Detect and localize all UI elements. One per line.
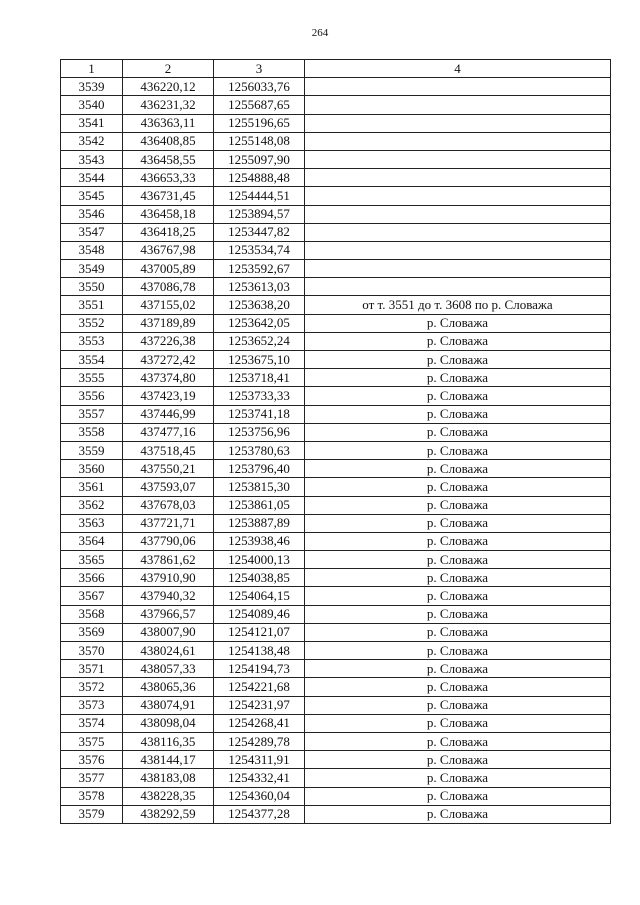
table-cell-col1: 3566 [61, 569, 123, 587]
table-cell-col3: 1254089,46 [214, 605, 305, 623]
table-cell-col3: 1253894,57 [214, 205, 305, 223]
table-cell-col1: 3554 [61, 351, 123, 369]
table-cell-col3: 1255687,65 [214, 96, 305, 114]
table-cell-col3: 1254289,78 [214, 732, 305, 750]
table-cell-col1: 3556 [61, 387, 123, 405]
table-cell-col2: 436731,45 [123, 187, 214, 205]
table-cell-col1: 3577 [61, 769, 123, 787]
table-row [61, 605, 611, 623]
table-cell-col4 [305, 223, 611, 241]
table-cell-col4: р. Словажа [305, 314, 611, 332]
table-row [61, 678, 611, 696]
table-row [61, 296, 611, 314]
table-row [61, 223, 611, 241]
table-cell-col1: 3550 [61, 278, 123, 296]
table-cell-col1: 3543 [61, 150, 123, 168]
table-row [61, 205, 611, 223]
table-cell-col4: р. Словажа [305, 351, 611, 369]
table-cell-col3: 1254064,15 [214, 587, 305, 605]
table-cell-col4: р. Словажа [305, 496, 611, 514]
table-cell-col2: 437721,71 [123, 514, 214, 532]
header-row [61, 60, 611, 78]
table-row [61, 187, 611, 205]
table-cell-col3: 1253938,46 [214, 532, 305, 550]
table-row [61, 441, 611, 459]
table-cell-col3: 1254121,07 [214, 623, 305, 641]
table-cell-col2: 437189,89 [123, 314, 214, 332]
header-cell-2: 2 [123, 60, 214, 78]
table-row [61, 769, 611, 787]
table-cell-col2: 436458,18 [123, 205, 214, 223]
table-cell-col4: р. Словажа [305, 605, 611, 623]
table-cell-col3: 1254268,41 [214, 714, 305, 732]
table-cell-col4 [305, 278, 611, 296]
table-cell-col2: 437966,57 [123, 605, 214, 623]
table-cell-col2: 436458,55 [123, 150, 214, 168]
table-cell-col2: 437861,62 [123, 551, 214, 569]
table-cell-col1: 3561 [61, 478, 123, 496]
table-cell-col3: 1254038,85 [214, 569, 305, 587]
table-cell-col4: р. Словажа [305, 405, 611, 423]
table-cell-col4: р. Словажа [305, 332, 611, 350]
table-cell-col1: 3567 [61, 587, 123, 605]
table-cell-col3: 1255196,65 [214, 114, 305, 132]
table-cell-col1: 3559 [61, 441, 123, 459]
table-cell-col2: 437940,32 [123, 587, 214, 605]
table-cell-col3: 1253652,24 [214, 332, 305, 350]
table-row [61, 423, 611, 441]
table-row [61, 478, 611, 496]
table-cell-col4: р. Словажа [305, 751, 611, 769]
table-cell-col3: 1254444,51 [214, 187, 305, 205]
table-cell-col2: 438116,35 [123, 732, 214, 750]
table-row [61, 260, 611, 278]
table-cell-col4 [305, 78, 611, 96]
table-cell-col4 [305, 169, 611, 187]
table-cell-col4 [305, 241, 611, 259]
table-cell-col4 [305, 132, 611, 150]
table-cell-col2: 438144,17 [123, 751, 214, 769]
table-cell-col1: 3551 [61, 296, 123, 314]
table-cell-col3: 1253741,18 [214, 405, 305, 423]
table-cell-col2: 437423,19 [123, 387, 214, 405]
table-cell-col2: 438074,91 [123, 696, 214, 714]
table-row [61, 114, 611, 132]
table-cell-col1: 3564 [61, 532, 123, 550]
table-cell-col3: 1254332,41 [214, 769, 305, 787]
table-row [61, 387, 611, 405]
table-cell-col1: 3549 [61, 260, 123, 278]
table-cell-col4: р. Словажа [305, 696, 611, 714]
table-cell-col2: 437446,99 [123, 405, 214, 423]
table-cell-col1: 3570 [61, 642, 123, 660]
table-row [61, 314, 611, 332]
table-row [61, 351, 611, 369]
table-cell-col2: 438024,61 [123, 642, 214, 660]
table-cell-col2: 436363,11 [123, 114, 214, 132]
table-row [61, 405, 611, 423]
table-cell-col4 [305, 187, 611, 205]
table-cell-col3: 1254377,28 [214, 805, 305, 823]
table-cell-col1: 3539 [61, 78, 123, 96]
table-cell-col1: 3569 [61, 623, 123, 641]
page-number: 264 [311, 27, 329, 39]
table-cell-col4: р. Словажа [305, 441, 611, 459]
table-cell-col3: 1253861,05 [214, 496, 305, 514]
table-cell-col2: 438228,35 [123, 787, 214, 805]
table-cell-col4: р. Словажа [305, 369, 611, 387]
table-cell-col3: 1255148,08 [214, 132, 305, 150]
table-cell-col3: 1254231,97 [214, 696, 305, 714]
table-cell-col2: 437593,07 [123, 478, 214, 496]
table-cell-col3: 1254194,73 [214, 660, 305, 678]
table-cell-col2: 437790,06 [123, 532, 214, 550]
table-row [61, 278, 611, 296]
table-cell-col3: 1253642,05 [214, 314, 305, 332]
table-cell-col3: 1253534,74 [214, 241, 305, 259]
table-row [61, 787, 611, 805]
table-cell-col1: 3541 [61, 114, 123, 132]
table-row [61, 623, 611, 641]
table-cell-col1: 3579 [61, 805, 123, 823]
table-cell-col4: р. Словажа [305, 678, 611, 696]
table-row [61, 78, 611, 96]
table-cell-col4 [305, 150, 611, 168]
table-cell-col3: 1254000,13 [214, 551, 305, 569]
table-cell-col1: 3540 [61, 96, 123, 114]
table-row [61, 660, 611, 678]
header-cell-4: 4 [305, 60, 611, 78]
table-row [61, 551, 611, 569]
table-cell-col2: 437550,21 [123, 460, 214, 478]
table-cell-col1: 3542 [61, 132, 123, 150]
table-cell-col4: р. Словажа [305, 642, 611, 660]
table-cell-col3: 1253815,30 [214, 478, 305, 496]
coordinates-table [60, 59, 611, 824]
table-cell-col2: 437155,02 [123, 296, 214, 314]
table-cell-col4: р. Словажа [305, 623, 611, 641]
table-cell-col3: 1255097,90 [214, 150, 305, 168]
table-cell-col2: 436418,25 [123, 223, 214, 241]
table-cell-col4: р. Словажа [305, 769, 611, 787]
table-cell-col2: 437374,80 [123, 369, 214, 387]
table-cell-col4: р. Словажа [305, 587, 611, 605]
table-row [61, 96, 611, 114]
table-row [61, 132, 611, 150]
table-cell-col1: 3571 [61, 660, 123, 678]
table-cell-col1: 3563 [61, 514, 123, 532]
table-cell-col2: 437272,42 [123, 351, 214, 369]
table-row [61, 696, 611, 714]
table-cell-col1: 3545 [61, 187, 123, 205]
table-row [61, 569, 611, 587]
table-cell-col2: 437005,89 [123, 260, 214, 278]
header-cell-3: 3 [214, 60, 305, 78]
table-cell-col4: р. Словажа [305, 532, 611, 550]
header-cell-1: 1 [61, 60, 123, 78]
table-cell-col2: 437477,16 [123, 423, 214, 441]
table-cell-col1: 3562 [61, 496, 123, 514]
table-cell-col4: р. Словажа [305, 787, 611, 805]
table-row [61, 241, 611, 259]
table-cell-col2: 437086,78 [123, 278, 214, 296]
table-cell-col1: 3548 [61, 241, 123, 259]
table-cell-col4: р. Словажа [305, 660, 611, 678]
table-cell-col3: 1253613,03 [214, 278, 305, 296]
table-cell-col1: 3553 [61, 332, 123, 350]
table-cell-col1: 3560 [61, 460, 123, 478]
table-cell-col4 [305, 205, 611, 223]
table-cell-col1: 3565 [61, 551, 123, 569]
table-cell-col2: 438292,59 [123, 805, 214, 823]
table-cell-col1: 3578 [61, 787, 123, 805]
table-cell-col3: 1253780,63 [214, 441, 305, 459]
table-row [61, 150, 611, 168]
table-cell-col2: 438065,36 [123, 678, 214, 696]
table-row [61, 714, 611, 732]
table-row [61, 369, 611, 387]
table-cell-col2: 436231,32 [123, 96, 214, 114]
table-row [61, 514, 611, 532]
table-cell-col3: 1253733,33 [214, 387, 305, 405]
table-row [61, 169, 611, 187]
table-cell-col4: от т. 3551 до т. 3608 по р. Словажа [305, 296, 611, 314]
table-cell-col1: 3557 [61, 405, 123, 423]
table-cell-col1: 3558 [61, 423, 123, 441]
table-cell-col4: р. Словажа [305, 514, 611, 532]
table-cell-col2: 437518,45 [123, 441, 214, 459]
table-body [61, 78, 611, 824]
table-cell-col2: 438007,90 [123, 623, 214, 641]
table-cell-col2: 437910,90 [123, 569, 214, 587]
table-cell-col3: 1253675,10 [214, 351, 305, 369]
table-cell-col3: 1254221,68 [214, 678, 305, 696]
table-cell-col2: 437678,03 [123, 496, 214, 514]
table-cell-col1: 3544 [61, 169, 123, 187]
table-row [61, 587, 611, 605]
table-row [61, 532, 611, 550]
table-cell-col3: 1253592,67 [214, 260, 305, 278]
table-cell-col3: 1253796,40 [214, 460, 305, 478]
table-row [61, 751, 611, 769]
table-cell-col4 [305, 114, 611, 132]
table-cell-col1: 3552 [61, 314, 123, 332]
table-row [61, 732, 611, 750]
table-cell-col1: 3547 [61, 223, 123, 241]
table-cell-col1: 3572 [61, 678, 123, 696]
table-cell-col4: р. Словажа [305, 732, 611, 750]
table-cell-col4 [305, 260, 611, 278]
table-cell-col4: р. Словажа [305, 805, 611, 823]
table-cell-col2: 436653,33 [123, 169, 214, 187]
table-cell-col3: 1253887,89 [214, 514, 305, 532]
table-cell-col3: 1254888,48 [214, 169, 305, 187]
table-cell-col1: 3568 [61, 605, 123, 623]
table-row [61, 332, 611, 350]
table-cell-col2: 438098,04 [123, 714, 214, 732]
table-cell-col3: 1254360,04 [214, 787, 305, 805]
table-cell-col2: 438183,08 [123, 769, 214, 787]
table-header [61, 60, 611, 78]
table-cell-col2: 436220,12 [123, 78, 214, 96]
table-cell-col2: 436767,98 [123, 241, 214, 259]
table-cell-col1: 3546 [61, 205, 123, 223]
table-cell-col3: 1254138,48 [214, 642, 305, 660]
table-cell-col1: 3555 [61, 369, 123, 387]
table-cell-col4: р. Словажа [305, 551, 611, 569]
table-cell-col4: р. Словажа [305, 387, 611, 405]
table-cell-col4: р. Словажа [305, 423, 611, 441]
table-cell-col1: 3573 [61, 696, 123, 714]
table-cell-col3: 1254311,91 [214, 751, 305, 769]
table-cell-col2: 438057,33 [123, 660, 214, 678]
table-row [61, 496, 611, 514]
table-row [61, 460, 611, 478]
table-cell-col3: 1253638,20 [214, 296, 305, 314]
table-row [61, 642, 611, 660]
table-cell-col1: 3576 [61, 751, 123, 769]
table-cell-col3: 1253756,96 [214, 423, 305, 441]
table-cell-col3: 1253447,82 [214, 223, 305, 241]
table-cell-col3: 1256033,76 [214, 78, 305, 96]
table-cell-col4: р. Словажа [305, 460, 611, 478]
table-row [61, 805, 611, 823]
table-cell-col3: 1253718,41 [214, 369, 305, 387]
table-cell-col4: р. Словажа [305, 569, 611, 587]
table-cell-col4 [305, 96, 611, 114]
table-cell-col4: р. Словажа [305, 714, 611, 732]
table-cell-col2: 436408,85 [123, 132, 214, 150]
table-cell-col1: 3575 [61, 732, 123, 750]
table-cell-col4: р. Словажа [305, 478, 611, 496]
table-cell-col2: 437226,38 [123, 332, 214, 350]
table-cell-col1: 3574 [61, 714, 123, 732]
